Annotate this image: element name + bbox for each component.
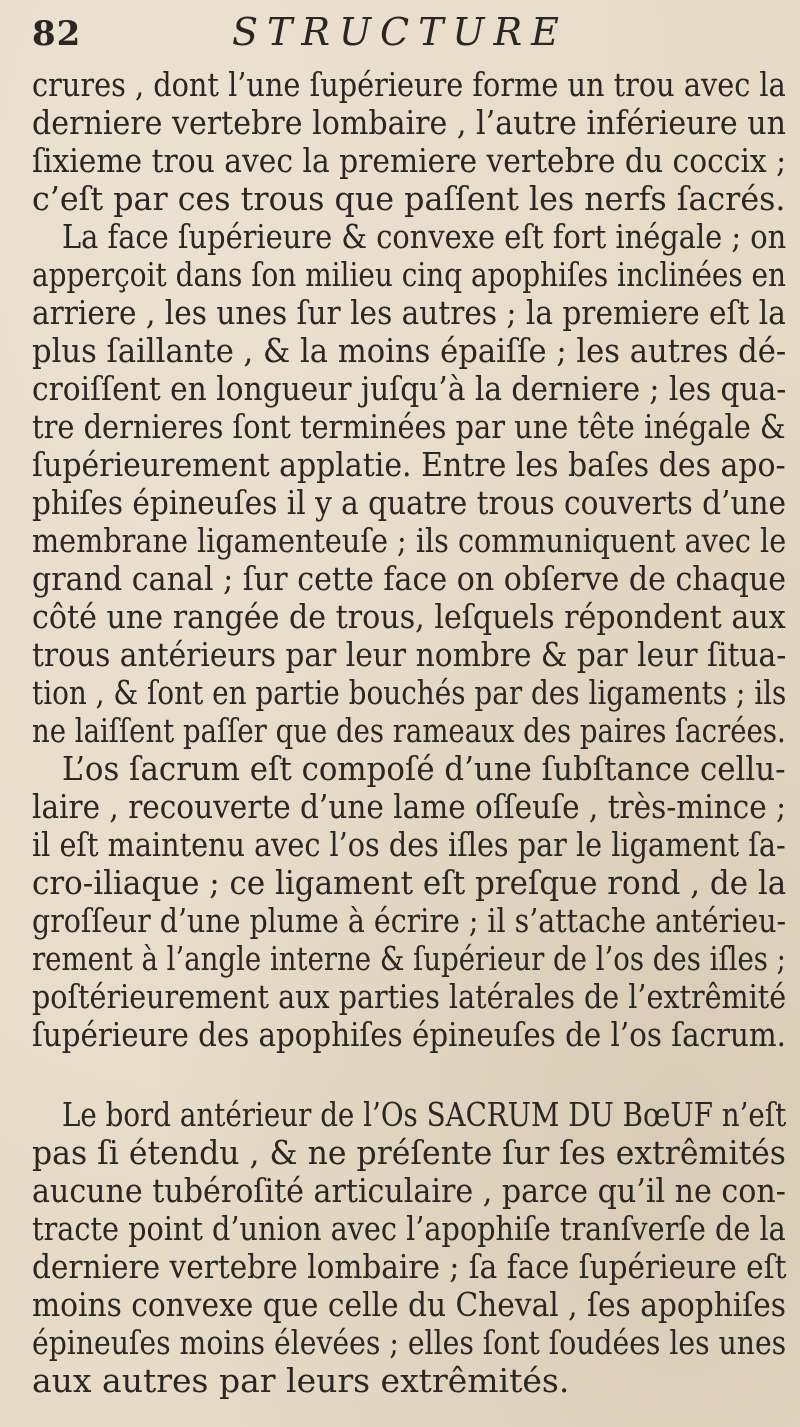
text-line: arriere , les unes ſur les autres ; la premiere eſt la xyxy=(32,293,786,332)
text-line: pas ſi étendu , & ne préſente ſur ſes extrêmités xyxy=(32,1133,786,1172)
text-line: moins convexe que celle du Cheval , ſes apophiſes xyxy=(32,1285,787,1324)
page-header xyxy=(32,8,732,56)
text-line: groſſeur d’une plume à écrire ; il s’attache antérieu- xyxy=(32,901,787,940)
text-line: côté une rangée de trous, leſquels répondent aux xyxy=(32,597,786,636)
page-number: 82 xyxy=(32,14,82,54)
text-line: apperçoit dans ſon milieu cinq apophiſes inclinées en xyxy=(32,255,787,294)
text-line: La face ſupérieure & convexe eſt fort inégale ; on xyxy=(62,217,787,256)
text-line: tracte point d’union avec l’apophiſe tranſverſe de la xyxy=(32,1209,786,1248)
text-line: épineuſes moins élevées ; elles ſont ſoudées les unes xyxy=(32,1323,787,1362)
text-line: aux autres par leurs extrêmités. xyxy=(32,1361,570,1400)
text-line: laire , recouverte d’une lame oſſeuſe , très-mince ; xyxy=(32,787,787,826)
running-head: STRUCTURE xyxy=(232,10,568,54)
text-line: Le bord antérieur de l’Os SACRUM DU BœUF n’eſt xyxy=(62,1095,787,1134)
text-line: L’os ſacrum eſt compoſé d’une ſubſtance cellu- xyxy=(62,749,786,788)
text-line: phiſes épineuſes il y a quatre trous couverts d’une xyxy=(32,483,786,522)
text-line: plus ſaillante , & la moins épaiſſe ; les autres dé- xyxy=(32,331,787,370)
text-line: tion , & ſont en partie bouchés par des ligaments ; ils xyxy=(32,673,787,712)
text-line: poſtérieurement aux parties latérales de l’extrêmité xyxy=(32,977,787,1016)
text-line: rement à l’angle interne & ſupérieur de l’os des iſles ; xyxy=(32,939,786,978)
text-line: ſixieme trou avec la premiere vertebre du coccix ; xyxy=(32,141,787,180)
text-line: cro-iliaque ; ce ligament eſt preſque rond , de la xyxy=(32,863,787,902)
text-line: tre dernieres ſont terminées par une tête inégale & xyxy=(32,407,786,446)
text-line: crures , dont l’une ſupérieure forme un trou avec la xyxy=(32,65,786,104)
text-line: ſupérieurement applatie. Entre les baſes des apo- xyxy=(32,445,786,484)
text-line: c’eſt par ces trous que paſſent les nerfs ſacrés. xyxy=(32,179,786,218)
text-line: aucune tubéroſité articulaire , parce qu’il ne con- xyxy=(32,1171,786,1210)
text-line: derniere vertebre lombaire ; ſa face ſupérieure eſt xyxy=(32,1247,787,1286)
text-line: ſupérieure des apophiſes épineuſes de l’os ſacrum. xyxy=(32,1015,786,1054)
text-line: grand canal ; ſur cette face on obſerve de chaque xyxy=(32,559,787,598)
text-line: il eſt maintenu avec l’os des iſles par le ligament ſa- xyxy=(32,825,786,864)
text-line: trous antérieurs par leur nombre & par leur ſitua- xyxy=(32,635,787,674)
text-line: ne laiſſent paſſer que des rameaux des paires ſacrées. xyxy=(32,711,786,750)
text-line: derniere vertebre lombaire , l’autre inférieure un xyxy=(32,103,787,142)
text-line: croiſſent en longueur juſqu’à la derniere ; les qua- xyxy=(32,369,787,408)
text-line: membrane ligamenteuſe ; ils communiquent avec le xyxy=(32,521,787,560)
